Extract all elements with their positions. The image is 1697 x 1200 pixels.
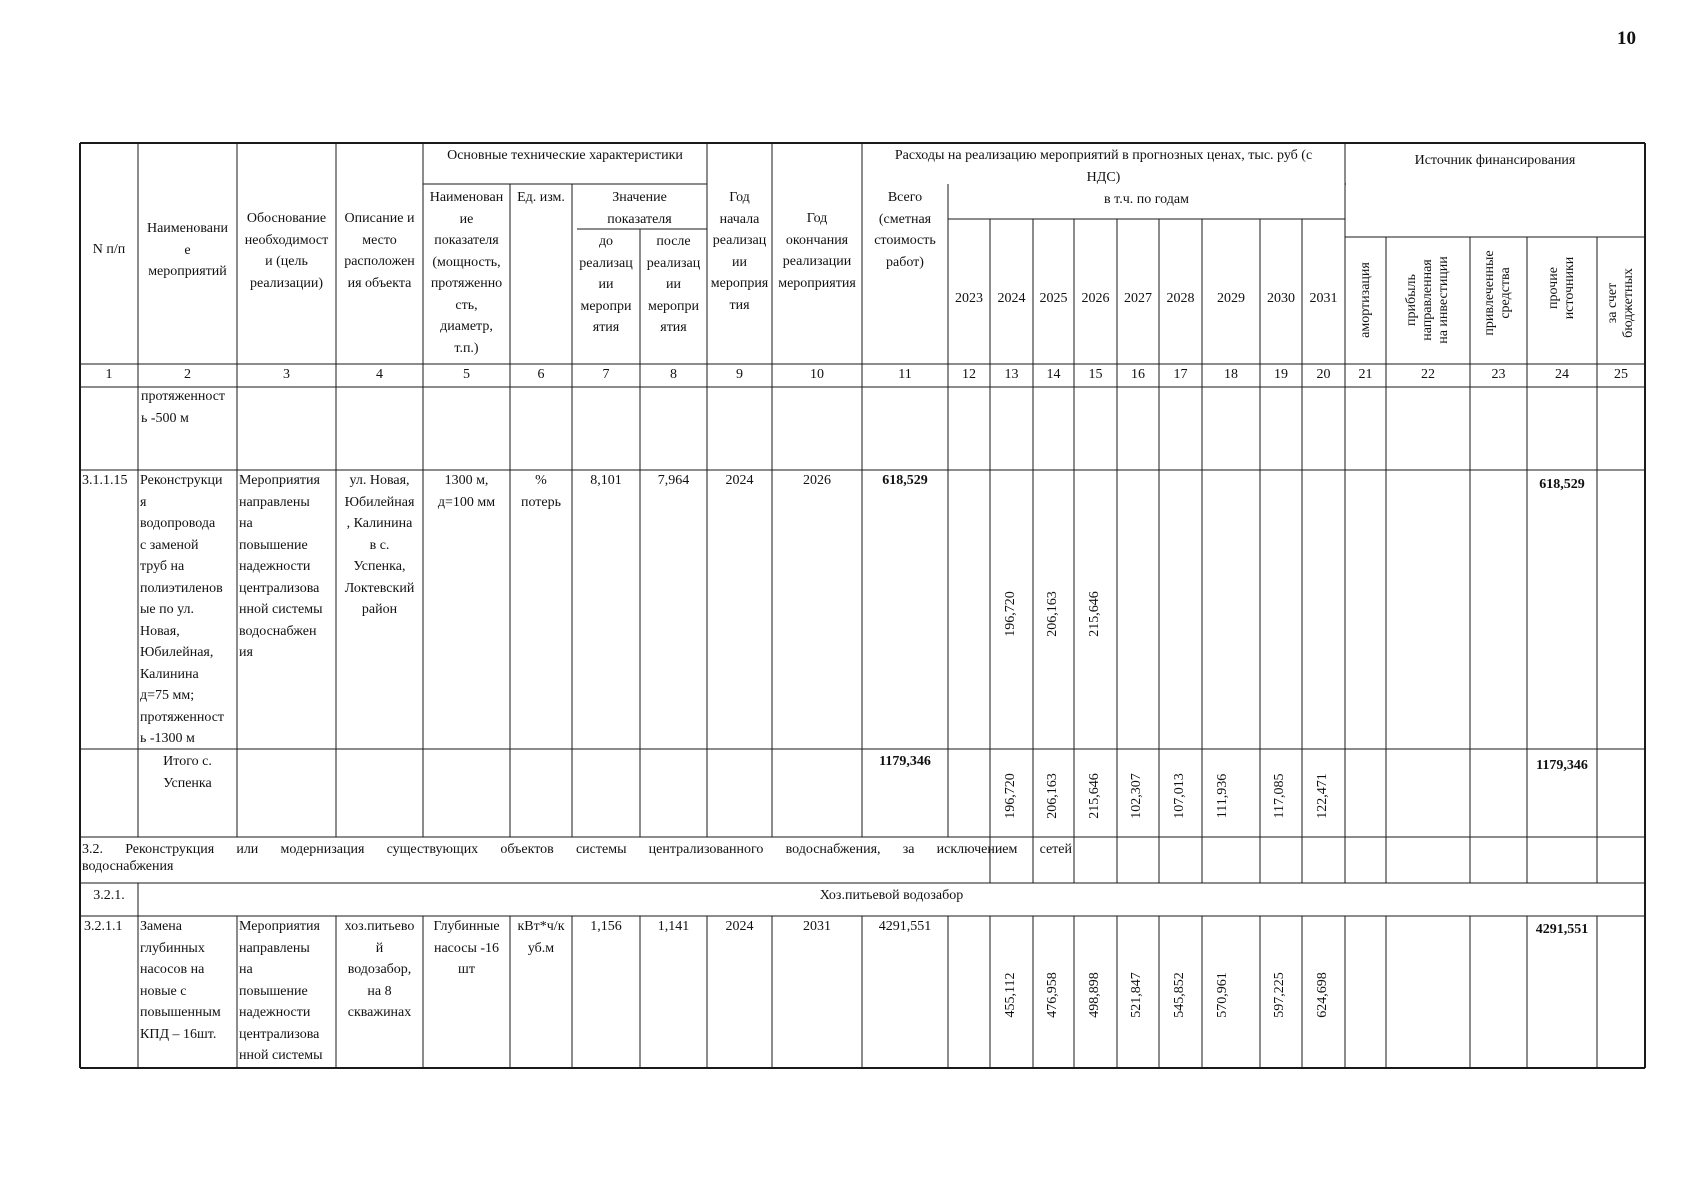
page-number: 10 — [1617, 28, 1636, 49]
section-3-2-title-line2: водоснабжения — [82, 859, 174, 874]
colnum: 5 — [463, 367, 470, 382]
row-3-1-1-15-location: ул. Новая, Юбилейная , Калинина в с. Успенка, Локтевский район — [344, 473, 415, 617]
row-3-2-1-1-before: 1,156 — [590, 919, 622, 934]
subtotal-y2026: 215,646 — [1087, 773, 1102, 819]
header-year-2023: 2023 — [955, 291, 983, 306]
row-3-2-1-1-unit: кВт*ч/к уб.м — [517, 919, 565, 956]
header-year-2025: 2025 — [1039, 291, 1068, 306]
row-3-1-1-15-start: 2024 — [725, 473, 754, 488]
colnum: 25 — [1614, 367, 1628, 382]
colnum: 12 — [962, 367, 976, 382]
row-3-2-1-1-start: 2024 — [725, 919, 754, 934]
row-3-2-1-1-y2030: 597,225 — [1272, 972, 1287, 1018]
colnum: 7 — [602, 367, 610, 382]
header-col-num: N п/п — [92, 242, 126, 257]
row-3-2-1-1-y2027: 521,847 — [1129, 972, 1144, 1018]
subtotal-y2031: 122,471 — [1315, 773, 1330, 819]
row-3-1-1-15-other-sources: 618,529 — [1539, 477, 1585, 492]
colnum: 13 — [1004, 367, 1019, 382]
header-value-group: Значение показателя — [607, 190, 672, 227]
row-3-2-1-1-y2026: 498,898 — [1087, 972, 1102, 1018]
header-year-2026: 2026 — [1081, 291, 1110, 306]
colnum: 14 — [1046, 367, 1061, 382]
row-3-1-1-15-unit: % потерь — [520, 473, 562, 510]
colnum: 9 — [736, 367, 743, 382]
colnum: 16 — [1131, 367, 1145, 382]
row-3-2-1-1-y2029: 570,961 — [1215, 972, 1230, 1018]
row-3-2-1-1-end: 2031 — [803, 919, 831, 934]
header-col-attracted: привлеченные средства — [1482, 250, 1513, 336]
header-col-total: Всего (сметная стоимость работ) — [874, 190, 936, 270]
header-year-2031: 2031 — [1309, 291, 1338, 306]
row-3-2-1-1-indicator: Глубинные насосы -16 шт — [433, 919, 500, 977]
colnum: 3 — [283, 367, 290, 382]
header-year-2027: 2027 — [1124, 291, 1152, 306]
header-year-2024: 2024 — [997, 291, 1026, 306]
subtotal-total: 1179,346 — [879, 754, 931, 769]
header-col-end: Год окончания реализации мероприятия — [778, 211, 856, 291]
mask — [1346, 183, 1644, 186]
colnum: 2 — [184, 367, 191, 382]
colnum: 1 — [105, 367, 113, 382]
colnum: 24 — [1555, 367, 1569, 382]
header-col-unit: Ед. изм. — [517, 190, 565, 205]
row-3-1-1-15-after: 7,964 — [657, 473, 690, 488]
row-3-2-1-1-reason: Мероприятия направлены на повышение надежности централизова нной системы — [239, 919, 323, 1063]
subtotal-y2027: 102,307 — [1129, 773, 1144, 819]
header-col-after: после реализац ии меропри ятия — [646, 234, 701, 335]
colnum: 11 — [898, 367, 912, 382]
colnum: 23 — [1491, 367, 1506, 382]
colnum: 17 — [1173, 367, 1188, 382]
colnum: 22 — [1421, 367, 1435, 382]
header-cost-group: Расходы на реализацию мероприятий в прогнозных ценах, тыс. руб (с НДС) — [894, 148, 1313, 185]
section-3-2-title-line1: 3.2. Реконструкция или модернизация существующих объектов системы централизованного водоснабжения, за исключением сетей — [82, 842, 1072, 857]
subtotal-y2028: 107,013 — [1172, 773, 1187, 819]
header-year-2028: 2028 — [1166, 291, 1195, 306]
row-3-2-1-1-num: 3.2.1.1 — [84, 919, 123, 934]
header-tech-group: Основные технические характеристики — [447, 148, 683, 163]
header-finance-group: Источник финансирования — [1414, 153, 1576, 168]
header-year-2029: 2029 — [1217, 291, 1245, 306]
colnum: 21 — [1358, 367, 1373, 382]
row-3-1-1-15-total: 618,529 — [882, 473, 928, 488]
subtotal-other-sources: 1179,346 — [1536, 758, 1588, 773]
row-3-2-1-1-y2024: 455,112 — [1003, 972, 1018, 1018]
row-3-2-1-1-after: 1,141 — [657, 919, 690, 934]
row-3-2-1-1-total: 4291,551 — [878, 919, 932, 934]
subtotal-y2024: 196,720 — [1003, 773, 1018, 819]
header-col-budget: за счет бюджетных — [1605, 268, 1636, 338]
colnum: 20 — [1316, 367, 1331, 382]
subtotal-y2025: 206,163 — [1045, 773, 1060, 819]
header-col-start: Год начала реализац ии мероприя тия — [710, 190, 769, 313]
header-col-other: прочие источники — [1546, 256, 1577, 320]
header-by-years: в т.ч. по годам — [1104, 192, 1189, 207]
row-3-2-1-1-y2028: 545,852 — [1172, 972, 1187, 1018]
row-3-1-1-15-name: Реконструкци я водопровода с заменой труб на полиэтиленов ые по ул. Новая, Юбилейная, Калинина д=75 мм; протяженност ь -1300 м — [140, 473, 225, 746]
sub-3-2-1-title: Хоз.питьевой водозабор — [819, 888, 964, 903]
header-col-name: Наименовани е мероприятий — [146, 221, 228, 279]
header-col-location: Описание и место расположен ия объекта — [344, 211, 415, 291]
row-3-1-1-15-y2025: 206,163 — [1045, 591, 1060, 637]
row-3-1-1-15-indicator: 1300 м, д=100 мм — [437, 473, 496, 510]
row-3-1-1-15-reason: Мероприятия направлены на повышение надежности централизова нной системы водоснабжен ия — [239, 473, 323, 660]
row-3-2-1-1-other-sources: 4291,551 — [1535, 922, 1589, 937]
sub-3-2-1-num: 3.2.1. — [93, 888, 125, 903]
colnum: 8 — [670, 367, 677, 382]
header-col-indicator: Наименован ие показателя (мощность, протяженно сть, диаметр, т.п.) — [429, 190, 504, 356]
row-3-1-1-15-end: 2026 — [803, 473, 831, 488]
colnum: 18 — [1224, 367, 1238, 382]
subtotal-y2029: 111,936 — [1215, 773, 1230, 819]
row-3-1-1-15-before: 8,101 — [590, 473, 622, 488]
row-3-2-1-1-location: хоз.питьево й водозабор, на 8 скважинах — [344, 919, 415, 1020]
row-3-1-1-15-y2024: 196,720 — [1003, 591, 1018, 637]
row-3-1-1-15-y2026: 215,646 — [1087, 591, 1102, 637]
colnum: 15 — [1088, 367, 1103, 382]
row-3-2-1-1-y2025: 476,958 — [1045, 972, 1060, 1018]
row-3-1-1-15-num: 3.1.1.15 — [82, 473, 128, 488]
row-3-2-1-1-name: Замена глубинных насосов на новые с повышенным КПД – 16шт. — [140, 919, 221, 1042]
subtotal-y2030: 117,085 — [1272, 773, 1287, 819]
subtotal-label: Итого с. Успенка — [163, 754, 212, 791]
carryover-name: протяженност ь -500 м — [141, 389, 226, 426]
header-col-before: до реализац ии меропри ятия — [579, 234, 633, 335]
colnum: 6 — [537, 367, 545, 382]
header-col-profit: прибыль направленная на инвестиции — [1404, 256, 1451, 344]
header-col-reason: Обоснование необходимост и (цель реализации) — [244, 211, 329, 291]
header-col-amortization: амортизация — [1358, 262, 1373, 338]
header-year-2030: 2030 — [1267, 291, 1295, 306]
colnum: 10 — [810, 367, 824, 382]
colnum: 4 — [376, 367, 383, 382]
row-3-2-1-1-y2031: 624,698 — [1315, 972, 1330, 1018]
colnum: 19 — [1274, 367, 1288, 382]
